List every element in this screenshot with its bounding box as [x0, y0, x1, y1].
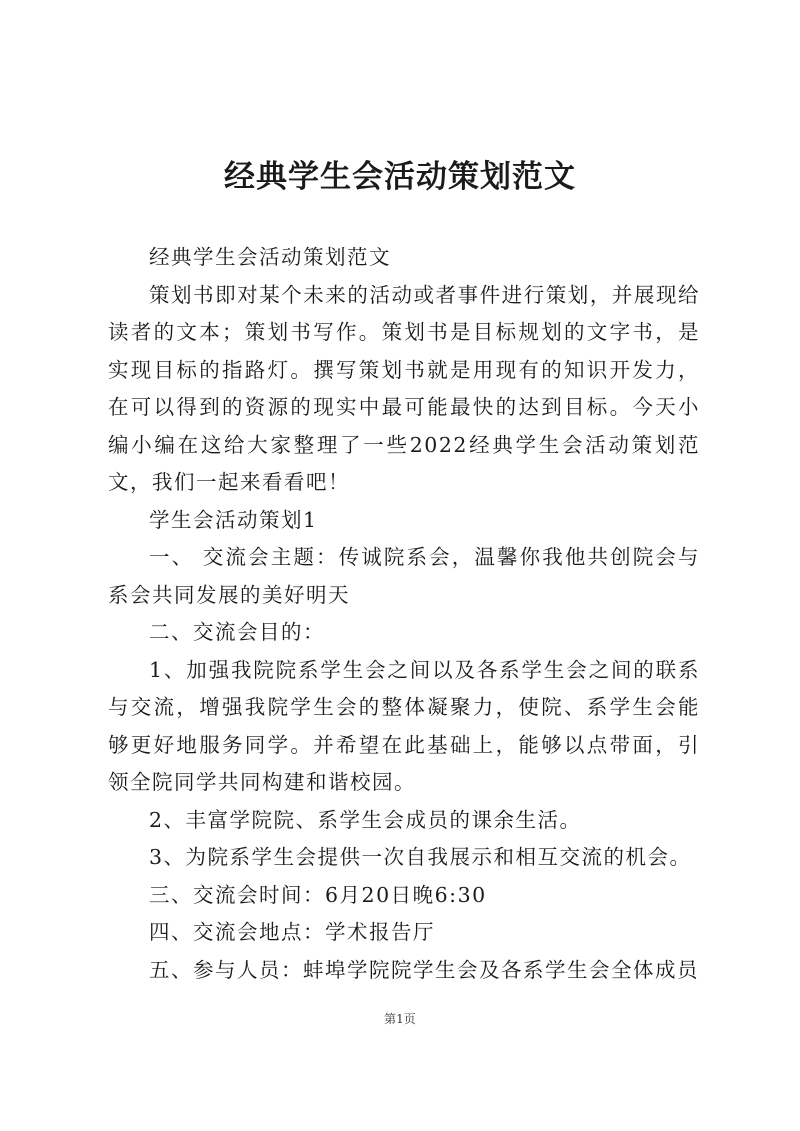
paragraph-purpose-3: 3、为院系学生会提供一次自我展示和相互交流的机会。	[149, 845, 692, 869]
paragraph-intro: 策划书即对某个未来的活动或者事件进行策划，并展现给读者的文本；策划书写作。策划书是目标规划的文字书，是实现目标的指路灯。撰写策划书就是用现有的知识开发力，在可以得到的资源的现实中最可能最快的达到目标。今天小编小编在这给大家整理了一些2022经典学生会活动策划范文，我们一起来看看吧！	[108, 282, 700, 494]
paragraph-theme: 一、 交流会主题：传诚院系会，温馨你我他共创院会与系会共同发展的美好明天	[108, 545, 700, 607]
paragraph-section-title: 学生会活动策划1	[149, 507, 318, 532]
paragraph-purpose-1: 1、加强我院院系学生会之间以及各系学生会之间的联系与交流，增强我院学生会的整体凝聚力，使院、系学生会能够更好地服务同学。并希望在此基础上，能够以点带面，引领全院同学共同构建和谐校园。	[108, 657, 700, 794]
page-number: 第1页	[384, 1012, 416, 1026]
paragraph-heading: 经典学生会活动策划范文	[149, 245, 391, 269]
paragraph-location: 四、交流会地点：学术报告厅	[149, 920, 435, 944]
paragraph-purpose-heading: 二、交流会目的：	[149, 620, 325, 644]
paragraph-time: 三、交流会时间：6月20日晚6:30	[149, 882, 487, 907]
document-body	[108, 239, 700, 989]
paragraph-participants: 五、参与人员：蚌埠学院院学生会及各系学生会全体成员	[149, 957, 699, 982]
paragraph-purpose-2: 2、丰富学院院、系学生会成员的课余生活。	[149, 807, 582, 832]
document-title: 经典学生会活动策划范文	[224, 159, 576, 195]
